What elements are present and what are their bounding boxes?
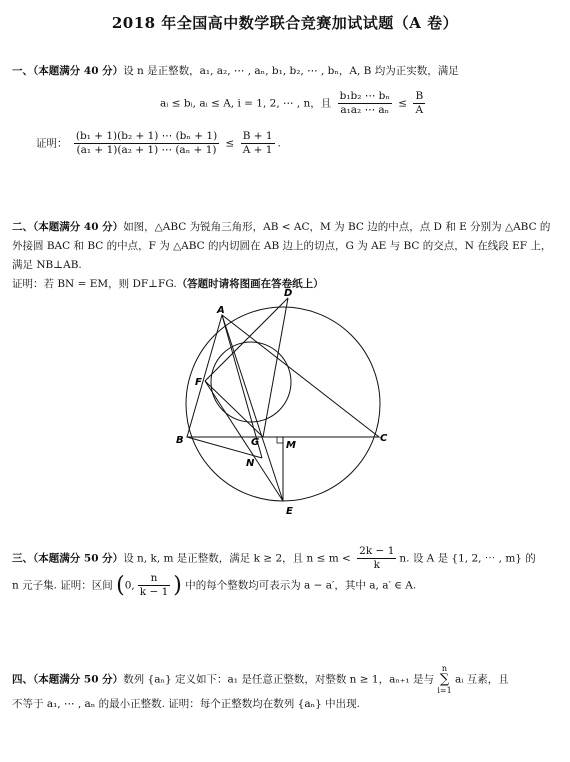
- problem-4-body: 四、（本题满分 50 分）数列 {aₙ} 定义如下：a₁ 是任意正整数，对整数 n ≥ 1，aₙ₊₁ 是与 n ∑ i=1 aᵢ 互素，且 不等于 a₁, ⋯ , aₙ 的最小正整数. 证明：每个正整数均在数列 {aₙ} 中出现.: [12, 664, 509, 710]
- line-fe: [205, 381, 283, 501]
- problem-2-body: [12, 218, 558, 294]
- page-title: 2018 年全国高中数学联合竞赛加试试题（A 卷）: [111, 14, 459, 32]
- label-c: C: [380, 433, 388, 444]
- summation: n ∑ i=1: [437, 664, 452, 695]
- right-angle-marker: [277, 437, 283, 443]
- problem-3-fraction: $\frac{2k - 1}{k}$: [359, 545, 395, 571]
- condition-text: aᵢ ≤ bᵢ, aᵢ ≤ A, i = 1, 2, ⋯ , n，且: [160, 97, 332, 110]
- line-fg: [205, 381, 263, 437]
- problem-1-claim: 证明： $\frac{\text{(b₁ + 1)(b₂ + 1) ⋯ (bₙ + 1)}}{\text{(a₁ + 1)(a₂ + 1) ⋯ (aₙ + 1)}}$ ≤ $\frac{B + 1}{A + 1}$ .: [36, 130, 281, 156]
- problem-1-intro: [12, 62, 558, 81]
- interval-fraction: $\frac{n}{k - 1}$: [139, 572, 169, 598]
- geometry-figure: [170, 288, 390, 518]
- label-n: N: [246, 458, 255, 469]
- problem-4-header: 四、（本题满分 50 分）: [12, 673, 124, 686]
- incircle: [211, 342, 291, 422]
- problem-2-text: 如图，△ABC 为锐角三角形，AB < AC，M 为 BC 边的中点，点 D 和 E 分别为 △ABC 的外接圆 BAC 和 BC 的中点，F 为 △ABC 的内切圆在 AB 边上的切点，G 为 AE 与 BC 的交点，N 在线段 EF 上，满足 NB⊥AB.: [12, 221, 552, 271]
- claim-leq: ≤: [225, 137, 235, 150]
- problem-2-header: 二、（本题满分 40 分）: [12, 221, 124, 233]
- problem-1-intro-text: 设 n 是正整数，a₁, a₂, ⋯ , aₙ, b₁, b₂, ⋯ , bₙ，A, B 均为正实数，满足: [123, 65, 459, 77]
- label-m: M: [286, 440, 296, 451]
- prove-label: 证明：: [36, 137, 68, 150]
- claim-rhs-fraction: $\frac{B + 1}{A + 1}$: [242, 130, 273, 156]
- triangle-abc: [187, 315, 379, 437]
- label-d: D: [284, 288, 293, 299]
- problem-2-note: （答题时请将图画在答卷纸上）: [176, 278, 324, 290]
- condition-fraction: $\frac{\text{b₁b₂ ⋯ bₙ}}{\text{a₁a₂ ⋯ aₙ}}$: [339, 90, 390, 116]
- problem-3-body: 三、（本题满分 50 分）设 n, k, m 是正整数，满足 k ≥ 2，且 n ≤ m < $\frac{2k - 1}{k}$ n. 设 A 是 {1, 2, ⋯ , m} 的 n 元子集. 证明：区间 (0, $\frac{n}{k - 1}$ ) 中的每个整数均可表示为 a − a′，其中 a, a′ ∈ A.: [12, 545, 536, 598]
- claim-fraction: $\frac{\text{(b₁ + 1)(b₂ + 1) ⋯ (bₙ + 1)}}{\text{(a₁ + 1)(a₂ + 1) ⋯ (aₙ + 1)}}$: [75, 130, 218, 156]
- label-e: E: [286, 506, 293, 517]
- label-g: G: [251, 437, 260, 448]
- problem-3-header: 三、（本题满分 50 分）: [12, 552, 124, 565]
- problem-2-prove: 证明：若 BN = EM，则 DF⊥FG.: [12, 278, 177, 290]
- label-f: F: [195, 377, 202, 388]
- condition-rhs-fraction: $\frac{B}{A}$: [415, 90, 424, 116]
- problem-1-condition: [160, 90, 428, 117]
- label-b: B: [176, 435, 184, 446]
- leq-symbol: ≤: [398, 97, 408, 110]
- problem-1-header: 一、（本题满分 40 分）: [12, 65, 124, 77]
- label-a: A: [217, 305, 225, 316]
- line-ae: [222, 315, 283, 501]
